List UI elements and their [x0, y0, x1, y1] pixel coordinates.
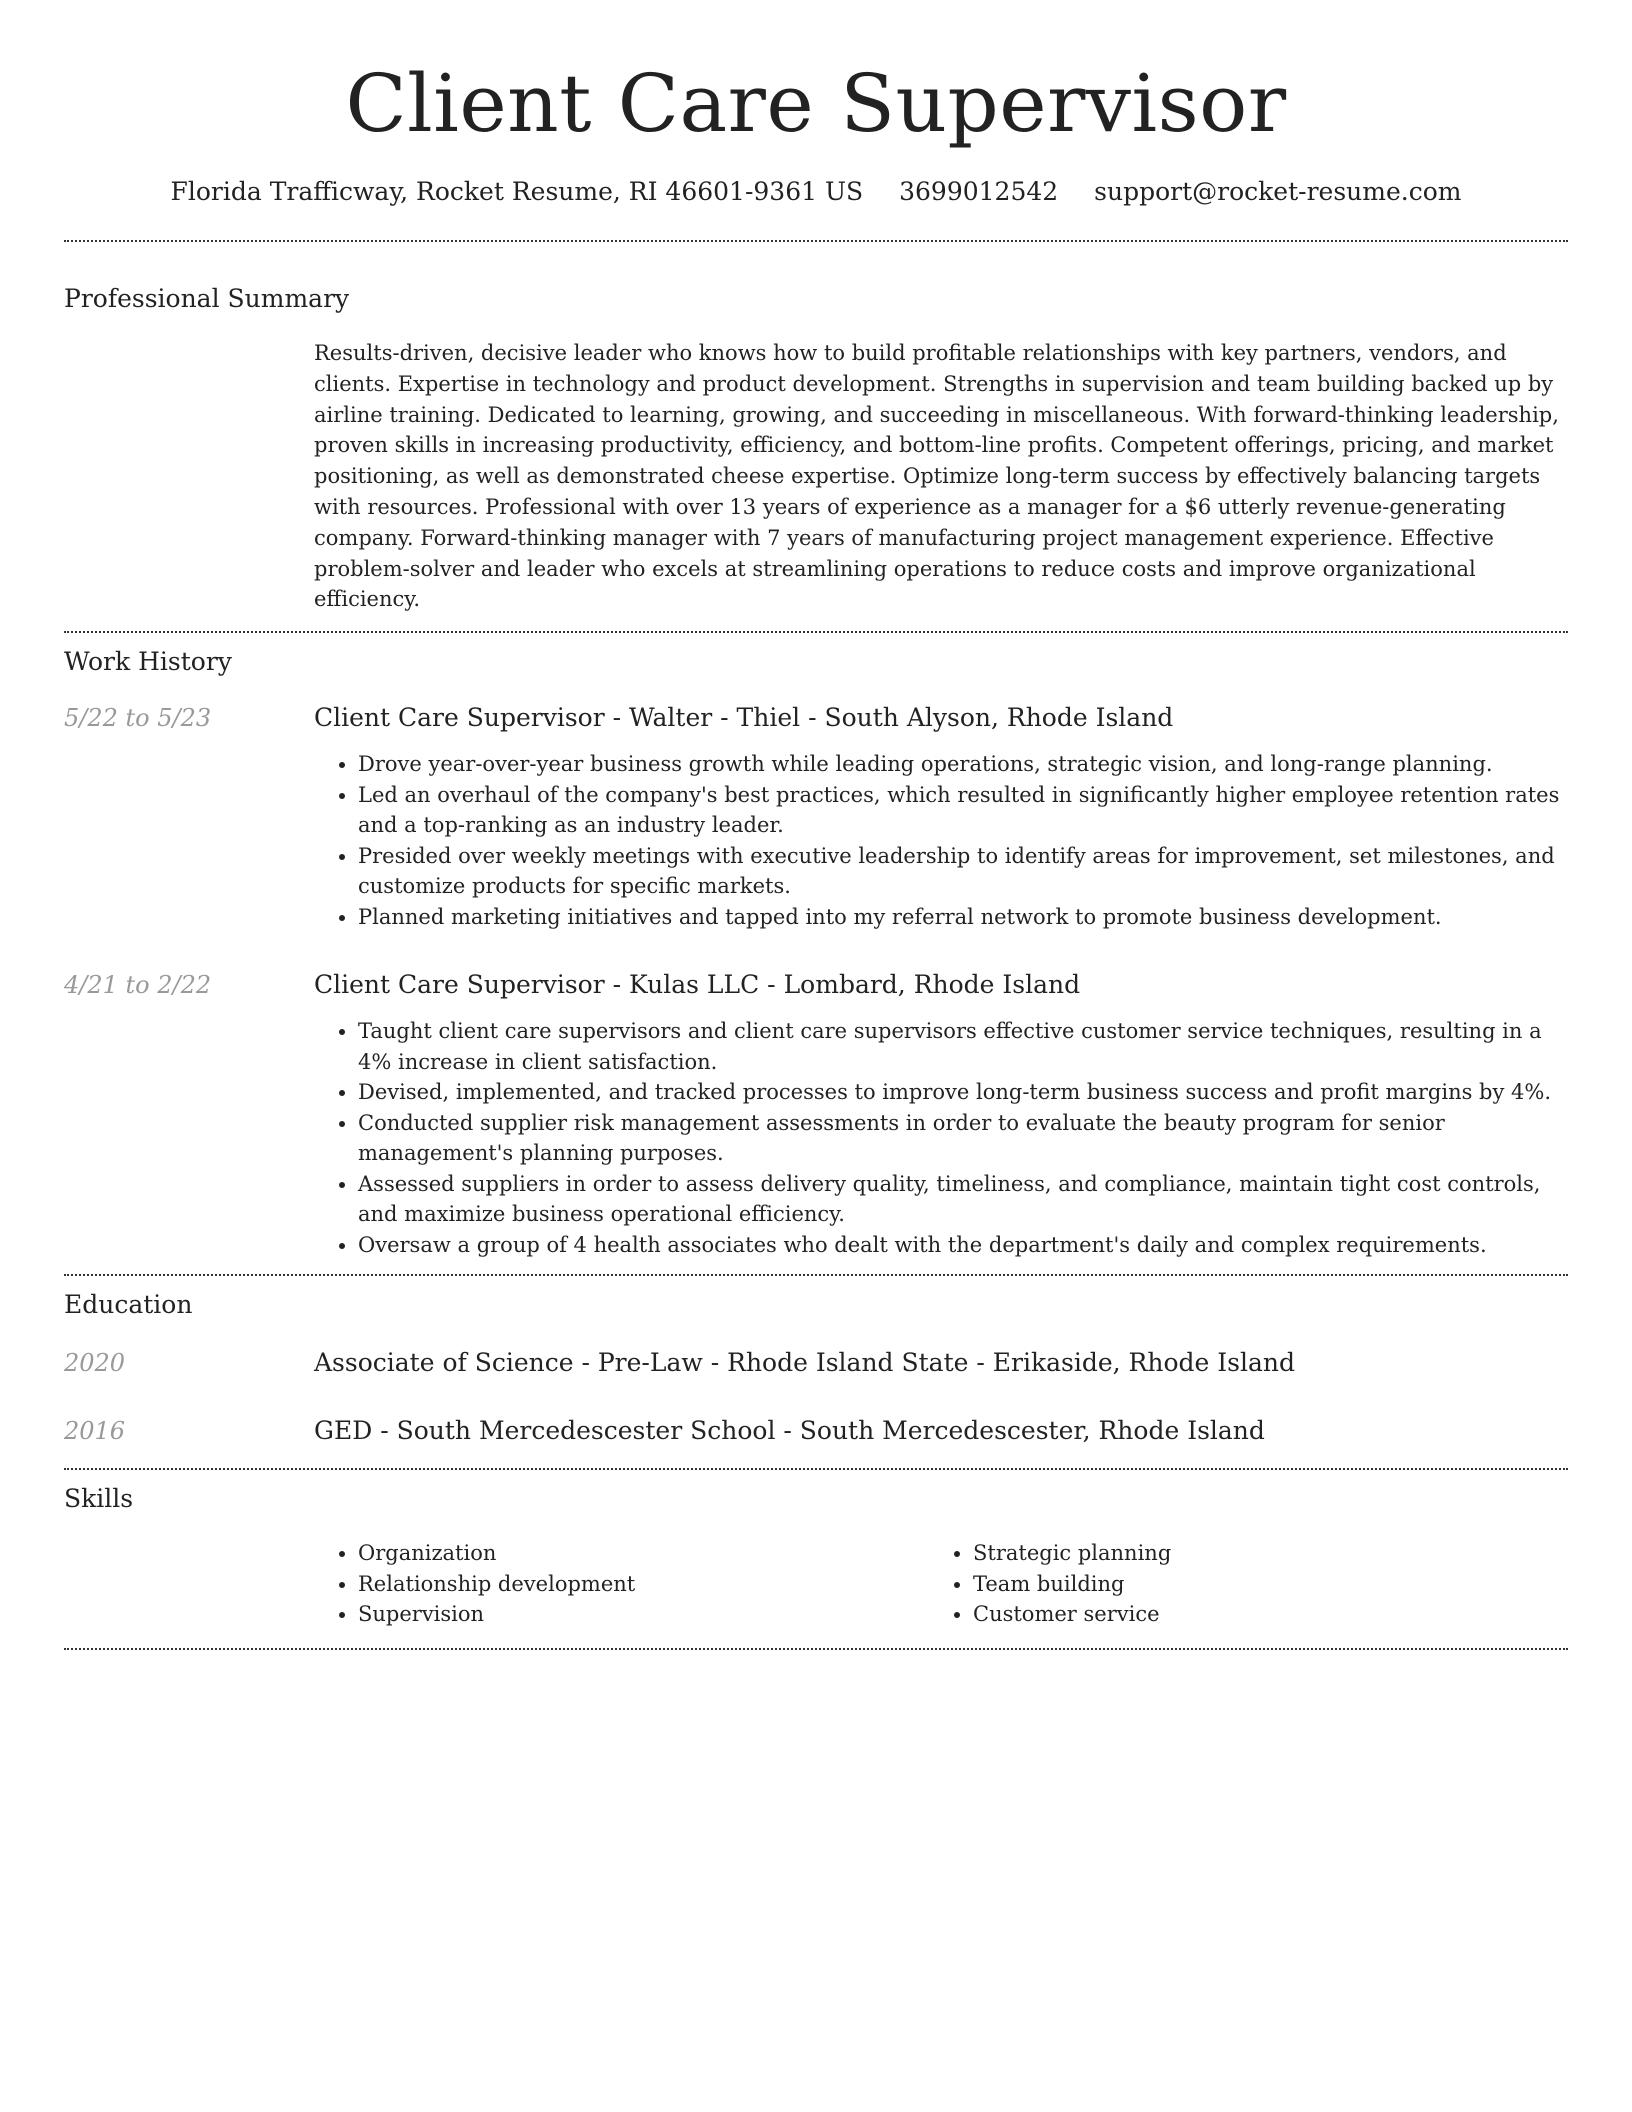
skill-item: • Supervision — [358, 1599, 929, 1630]
job-bullet: • Led an overhaul of the company's best practices, which resulted in significantly higher employee retention rates and a top-ranking as an industry leader. — [358, 780, 1568, 841]
contact-phone: 3699012542 — [899, 177, 1059, 206]
job-bullet: • Oversaw a group of 4 health associates who dealt with the department's daily and complex requirements. — [358, 1230, 1568, 1261]
section-skills — [64, 1470, 1568, 1630]
section-education — [64, 1276, 1568, 1448]
contact-address: Florida Trafficway, Rocket Resume, RI 46601-9361 US — [170, 177, 864, 206]
education-date: 2020 — [64, 1349, 126, 1378]
skills-column-right — [929, 1538, 1544, 1630]
job-title: Client Care Supervisor - Walter - Thiel - South Alyson, Rhode Island — [314, 703, 1174, 733]
contact-line — [64, 174, 1568, 210]
section-title: Education — [64, 1290, 193, 1320]
divider — [64, 1648, 1568, 1650]
section-title: Skills — [64, 1484, 134, 1514]
skill-item: • Organization — [358, 1538, 929, 1569]
job-bullets — [314, 1016, 1568, 1260]
job-bullet: • Assessed suppliers in order to assess delivery quality, timeliness, and compliance, maintain tight cost controls, and maximize business operational efficiency. — [358, 1169, 1568, 1230]
skill-item: • Customer service — [973, 1599, 1544, 1630]
education-date: 2016 — [64, 1417, 126, 1446]
skills-column-left — [314, 1538, 929, 1630]
skills-list — [314, 1538, 929, 1630]
job-bullet: • Devised, implemented, and tracked processes to improve long-term business success and profit margins by 4%. — [358, 1077, 1568, 1108]
skill-item: • Strategic planning — [973, 1538, 1544, 1569]
section-title: Professional Summary — [64, 284, 350, 313]
job-header — [64, 968, 1568, 1002]
job-bullet: • Drove year-over-year business growth while leading operations, strategic vision, and long-range planning. — [358, 749, 1568, 780]
education-title: GED - South Mercedescester School - South Mercedescester, Rhode Island — [314, 1416, 1265, 1446]
job-bullets — [314, 749, 1568, 932]
skill-item: • Team building — [973, 1569, 1544, 1600]
education-title: Associate of Science - Pre-Law - Rhode Island State - Erikaside, Rhode Island — [314, 1348, 1295, 1378]
job-title: Client Care Supervisor - Kulas LLC - Lombard, Rhode Island — [314, 970, 1081, 1000]
education-entry — [64, 1346, 1568, 1380]
job-date: 5/22 to 5/23 — [64, 704, 212, 733]
resume-name: Client Care Supervisor — [345, 57, 1287, 150]
resume-page — [64, 0, 1568, 1650]
section-work-history — [64, 633, 1568, 1260]
job-bullet: • Conducted supplier risk management assessments in order to evaluate the beauty program for senior management's planning purposes. — [358, 1108, 1568, 1169]
education-entry — [64, 1414, 1568, 1448]
skills-list — [929, 1538, 1544, 1630]
job-bullet: • Planned marketing initiatives and tapped into my referral network to promote business development. — [358, 902, 1568, 933]
skill-item: • Relationship development — [358, 1569, 929, 1600]
job-bullet: • Taught client care supervisors and client care supervisors effective customer service techniques, resulting in a 4% increase in client satisfaction. — [358, 1016, 1568, 1077]
contact-email: support@rocket-resume.com — [1094, 177, 1462, 206]
section-title: Work History — [64, 647, 232, 677]
job-bullet: • Presided over weekly meetings with executive leadership to identify areas for improvement, set milestones, and customize products for specific markets. — [358, 841, 1568, 902]
skills-grid — [314, 1538, 1568, 1630]
summary-text: Results-driven, decisive leader who knows how to build profitable relationships with key partners, vendors, and clients. Expertise in technology and product development. Strengths in supervision and team building backed up by airline training. Dedicated to learning, growing, and succeeding in miscellaneous. With forward-thinking leadership, proven skills in increasing productivity, efficiency, and bottom-line profits. Competent offerings, pricing, and market positioning, as well as demonstrated cheese expertise. Optimize long-term success by effectively balancing targets with resources. Professional with over 13 years of experience as a manager for a $6 utterly revenue-generating company. Forward-thinking manager with 7 years of manufacturing project management experience. Effective problem-solver and leader who excels at streamlining operations to reduce costs and improve organizational efficiency. — [314, 341, 1559, 612]
job-header — [64, 701, 1568, 735]
job-date: 4/21 to 2/22 — [64, 971, 212, 1000]
job-entry — [64, 968, 1568, 1260]
job-entry — [64, 701, 1568, 932]
section-summary — [64, 242, 1568, 615]
